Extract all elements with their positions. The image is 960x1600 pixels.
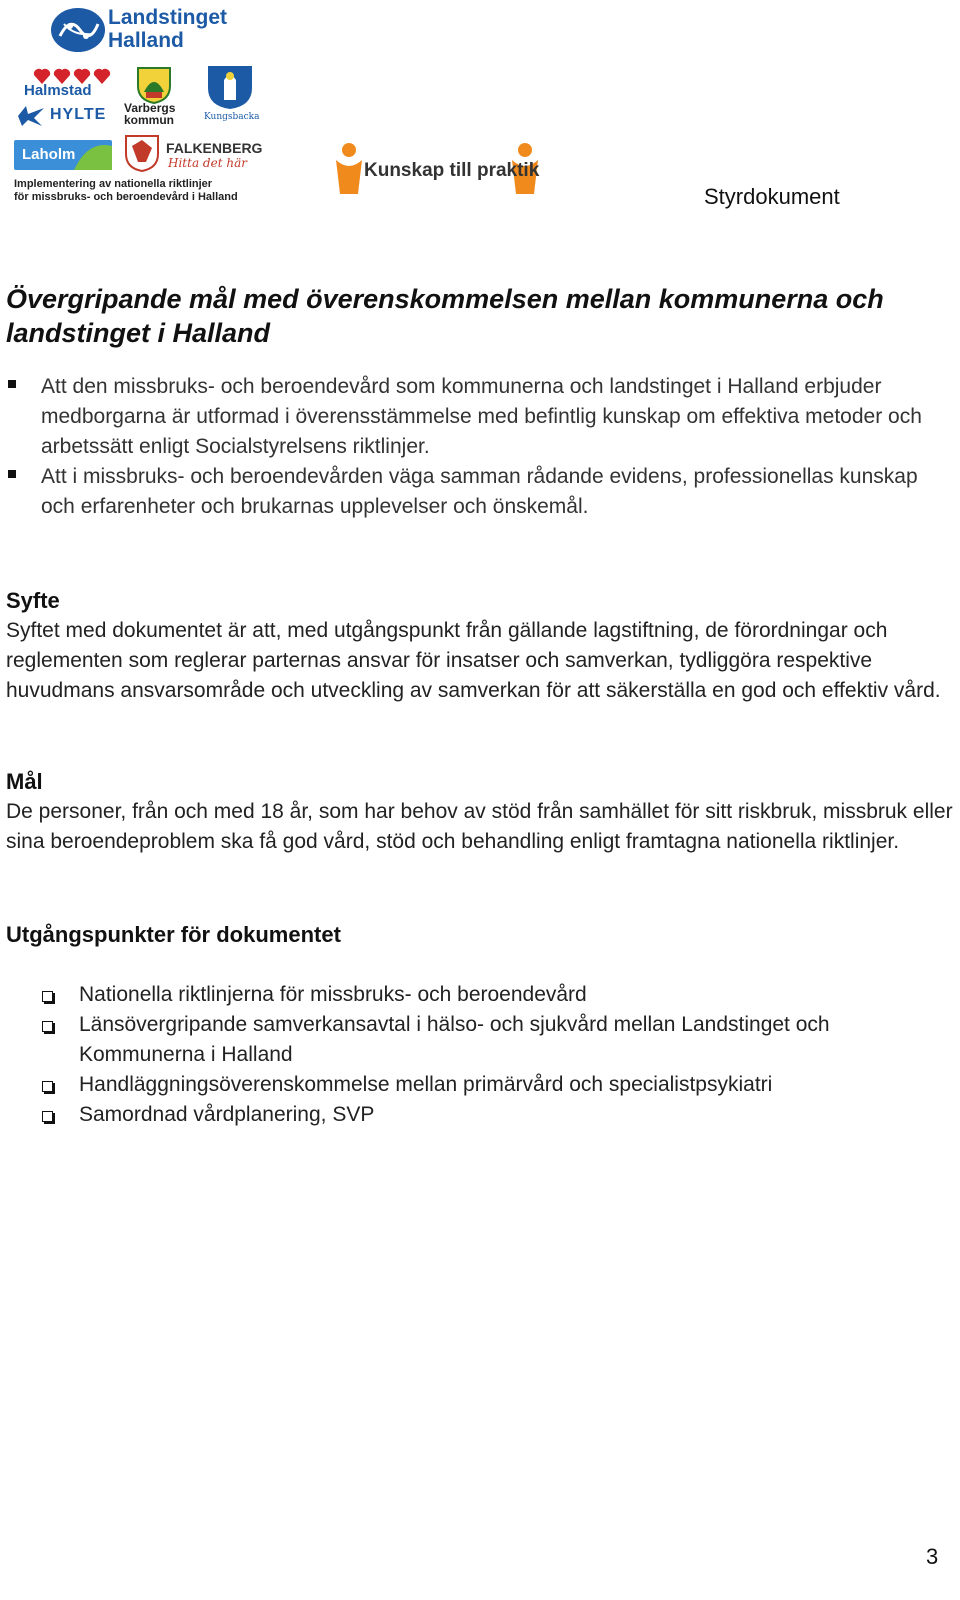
- laholm-wave-icon: [74, 140, 112, 170]
- list-item: [6, 462, 956, 522]
- kunskap-wordmark: Kunskap till praktik: [364, 160, 540, 181]
- utgangspunkter-list: [6, 980, 956, 1130]
- logo-block: [8, 4, 288, 214]
- landstinget-halland-wordmark: Landstinget Halland: [108, 6, 227, 52]
- checkbox-bullet-icon: [42, 1111, 53, 1122]
- square-bullet-icon: [8, 380, 16, 388]
- list-item-text: Samordnad vårdplanering, SVP: [79, 1103, 375, 1126]
- halmstad-wordmark: Halmstad: [24, 82, 92, 99]
- kunskap-logo: [332, 140, 542, 200]
- list-item-text: Handläggningsöverenskommelse mellan primärvård och specialistpsykiatri: [79, 1073, 773, 1096]
- list-item: [6, 1100, 956, 1130]
- logo-caption: [14, 178, 284, 204]
- landstinget-halland-logo-icon: [50, 6, 106, 54]
- falkenberg-wordmark: FALKENBERG: [166, 140, 263, 156]
- kunskap-figure-left-icon: [332, 142, 366, 196]
- falkenberg-crest-icon: [124, 134, 160, 172]
- utgangspunkter-heading: Utgångspunkter för dokumentet: [6, 922, 341, 947]
- bullet-text: Att den missbruks- och beroendevård som kommunerna och landstinget i Halland erbjuder medborgarna är utformad i överensstämmelse med befintlig kunskap om effektiva metoder och arbetssätt enligt Socialstyrelsens riktlinjer.: [41, 375, 922, 458]
- varberg-crest-icon: [136, 66, 172, 104]
- hylte-emblem-icon: [16, 104, 46, 128]
- list-item: [6, 1070, 956, 1100]
- square-bullet-icon: [8, 470, 16, 478]
- syfte-heading: Syfte: [6, 588, 60, 613]
- list-item-text: Nationella riktlinjerna för missbruks- och beroendevård: [79, 983, 587, 1006]
- logo-caption-line2: för missbruks- och beroendevård i Halland: [14, 191, 238, 203]
- kungsbacka-crest-icon: [206, 64, 254, 110]
- checkbox-bullet-icon: [42, 1021, 53, 1032]
- falkenberg-tagline: Hitta det här: [168, 156, 247, 170]
- doc-type-label: Styrdokument: [704, 184, 840, 209]
- logo-caption-line1: Implementering av nationella riktlinjer: [14, 178, 213, 190]
- mal-heading: Mål: [6, 769, 43, 794]
- list-item-text: Länsövergripande samverkansavtal i hälso- och sjukvård mellan Landstinget och Kommunerna i Halland: [79, 1013, 830, 1066]
- checkbox-bullet-icon: [42, 1081, 53, 1092]
- mal-text: De personer, från och med 18 år, som har behov av stöd från samhället för sitt riskbruk, missbruk eller sina beroendeproblem ska få god vård, stöd och behandling enligt framtagna nationella riktlinjer.: [6, 800, 953, 853]
- kungsbacka-wordmark: Kungsbacka: [204, 112, 260, 122]
- page-number: 3: [926, 1544, 939, 1569]
- checkbox-bullet-icon: [42, 991, 53, 1002]
- goal-bullet-list: [6, 372, 956, 522]
- list-item: [6, 372, 956, 462]
- page-title: Övergripande mål med överenskommelsen mellan kommunerna och landstinget i Halland: [6, 284, 884, 348]
- varberg-wordmark: Varbergs kommun: [124, 101, 176, 127]
- laholm-wordmark: Laholm: [22, 146, 76, 163]
- syfte-text: Syftet med dokumentet är att, med utgångspunkt från gällande lagstiftning, de förordningar och reglementen som reglerar parternas ansvar för insatser och samverkan, tydliggöra respektive huvudmans ansvarsområde och utveckling av samverkan för att säkerställa en god och effektiv vård.: [6, 619, 941, 702]
- list-item: [6, 980, 956, 1010]
- laholm-logo: [14, 140, 112, 170]
- bullet-text: Att i missbruks- och beroendevården väga samman rådande evidens, professionellas kunskap och erfarenheter och brukarnas upplevelser och önskemål.: [41, 465, 918, 518]
- hylte-wordmark: HYLTE: [50, 106, 107, 123]
- list-item: [6, 1010, 956, 1070]
